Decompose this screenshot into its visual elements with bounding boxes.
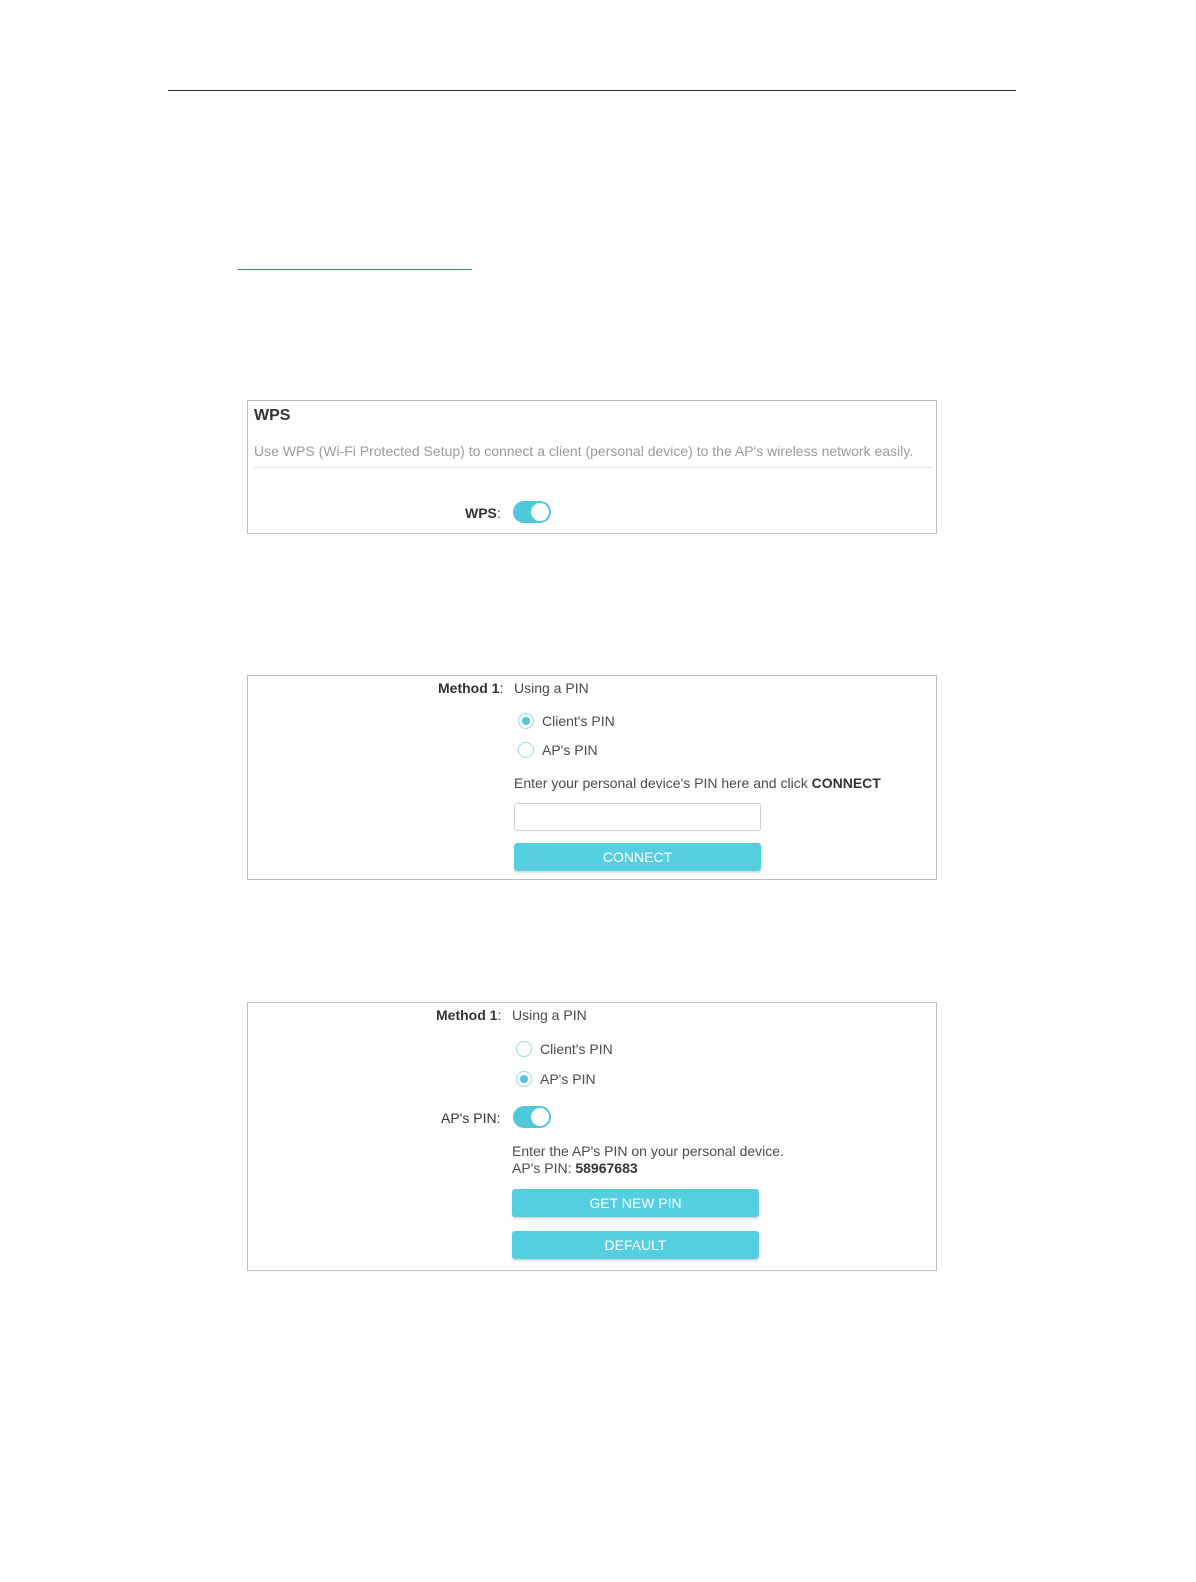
ap-pin-display: AP's PIN: 58967683 (512, 1160, 638, 1176)
panel-divider (254, 467, 932, 468)
method-label: Method 1: (438, 680, 504, 696)
toggle-knob (531, 503, 549, 521)
clients-pin-label[interactable]: Client's PIN (540, 1041, 613, 1057)
ap-pin-instruction: Enter the AP's PIN on your personal device. (512, 1143, 784, 1159)
method-label: Method 1: (436, 1007, 502, 1023)
method-value: Using a PIN (512, 1007, 587, 1023)
method-value: Using a PIN (514, 680, 589, 696)
ap-pin-toggle[interactable] (513, 1106, 551, 1128)
toggle-knob (531, 1108, 549, 1126)
wps-toggle-label: WPS: (465, 505, 501, 521)
clients-pin-radio[interactable] (518, 713, 534, 729)
client-pin-input[interactable] (514, 803, 761, 831)
connect-button[interactable]: CONNECT (514, 843, 761, 871)
clients-pin-radio[interactable] (516, 1041, 532, 1057)
wps-panel-title: WPS (254, 407, 291, 424)
method1-ap-pin-panel (247, 1002, 937, 1271)
wps-panel (247, 400, 937, 534)
default-button[interactable]: DEFAULT (512, 1231, 759, 1259)
aps-pin-radio[interactable] (518, 742, 534, 758)
aps-pin-label[interactable]: AP's PIN (540, 1071, 596, 1087)
hyperlink-underline[interactable] (238, 269, 472, 270)
get-new-pin-button[interactable]: GET NEW PIN (512, 1189, 759, 1217)
wps-toggle[interactable] (513, 501, 551, 523)
ap-pin-value: 58967683 (575, 1160, 638, 1176)
aps-pin-radio[interactable] (516, 1071, 532, 1087)
method1-client-pin-panel (247, 675, 937, 880)
wps-panel-description: Use WPS (Wi-Fi Protected Setup) to connect a client (personal device) to the AP's wireless network easily. (254, 443, 914, 459)
ap-pin-toggle-label: AP's PIN: (441, 1110, 501, 1126)
page-header-rule (168, 90, 1016, 91)
pin-instruction: Enter your personal device's PIN here and click CONNECT (514, 775, 881, 791)
clients-pin-label[interactable]: Client's PIN (542, 713, 615, 729)
aps-pin-label[interactable]: AP's PIN (542, 742, 598, 758)
